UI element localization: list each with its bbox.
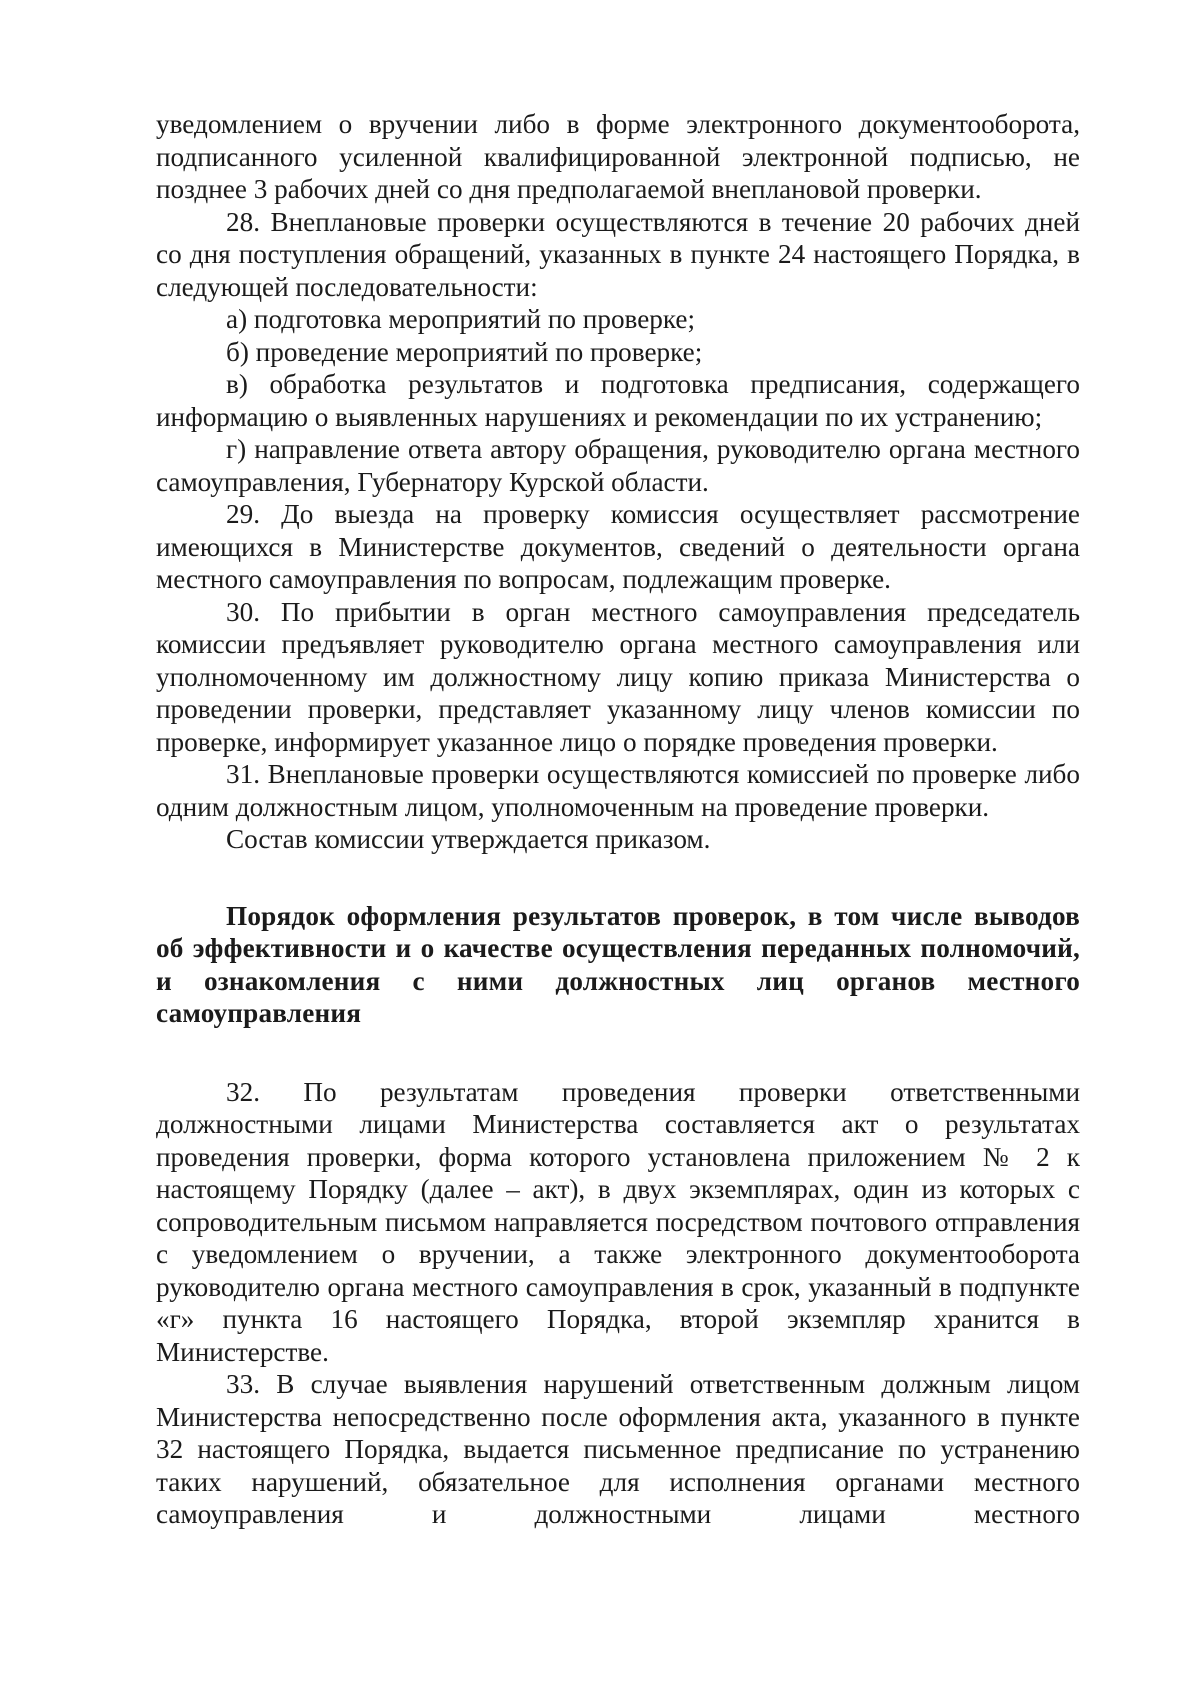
- paragraph-28-d: г) направление ответа автору обращения, руководителю органа местного самоуправления, Губернатору Курской области.: [156, 434, 1080, 497]
- paragraph-31: 31. Внеплановые проверки осуществляются комиссией по проверке либо одним должностным лицом, уполномоченным на проведение проверки.: [156, 759, 1080, 822]
- paragraph-continuation: уведомлением о вручении либо в форме электронного документооборота, подписанного усиленной квалифицированной электронной подписью, не позднее 3 рабочих дней со дня предполагаемой внеплановой проверки.: [156, 109, 1080, 204]
- paragraph-28: 28. Внеплановые проверки осуществляются в течение 20 рабочих дней со дня поступления обращений, указанных в пункте 24 настоящего Порядка, в следующей последовательности:: [156, 206, 1080, 302]
- paragraph-33: 33. В случае выявления нарушений ответственным должным лицом Министерства непосредственно после оформления акта, указанного в пункте 32 настоящего Порядка, выдается письменное предписание по устранению таких нарушений, обязательное для исполнения органами местного самоуправления и должностными лицами местного: [156, 1369, 1080, 1529]
- paragraph-28-c: в) обработка результатов и подготовка предписания, содержащего информацию о выявленных нарушениях и рекомендации по их устранению;: [156, 369, 1080, 432]
- paragraph-29: 29. До выезда на проверку комиссия осуществляет рассмотрение имеющихся в Министерстве документов, сведений о деятельности органа местного самоуправления по вопросам, подлежащим проверке.: [156, 499, 1080, 594]
- section-heading: Порядок оформления результатов проверок, в том числе выводов об эффективности и о качестве осуществления переданных полномочий, и ознакомления с ними должностных лиц органов местного самоуправления: [156, 900, 1080, 1028]
- paragraph-31-composition: Состав комиссии утверждается приказом.: [226, 824, 711, 854]
- paragraph-30: 30. По прибытии в орган местного самоуправления председатель комиссии предъявляет руководителю органа местного самоуправления или уполномоченному им должностному лицу копию приказа Министерства о проведении проверки, представляет указанному лицу членов комиссии по проверке, информирует указанное лицо о порядке проведения проверки.: [156, 596, 1080, 757]
- paragraph-28-a: а) подготовка мероприятий по проверке;: [226, 304, 696, 334]
- document-page: [156, 108, 1080, 1531]
- paragraph-32: 32. По результатам проведения проверки ответственными должностными лицами Министерства составляется акт о результатах проведения проверки, форма которого установлена приложением № 2 к настоящему Порядку (далее – акт), в двух экземплярах, один из которых с сопроводительным письмом направляется посредством почтового отправления с уведомлением о вручении, а также электронного документооборота руководителю органа местного самоуправления в срок, указанный в подпункте «г» пункта 16 настоящего Порядка, второй экземпляр хранится в Министерстве.: [156, 1076, 1080, 1367]
- paragraph-28-b: б) проведение мероприятий по проверке;: [226, 336, 703, 367]
